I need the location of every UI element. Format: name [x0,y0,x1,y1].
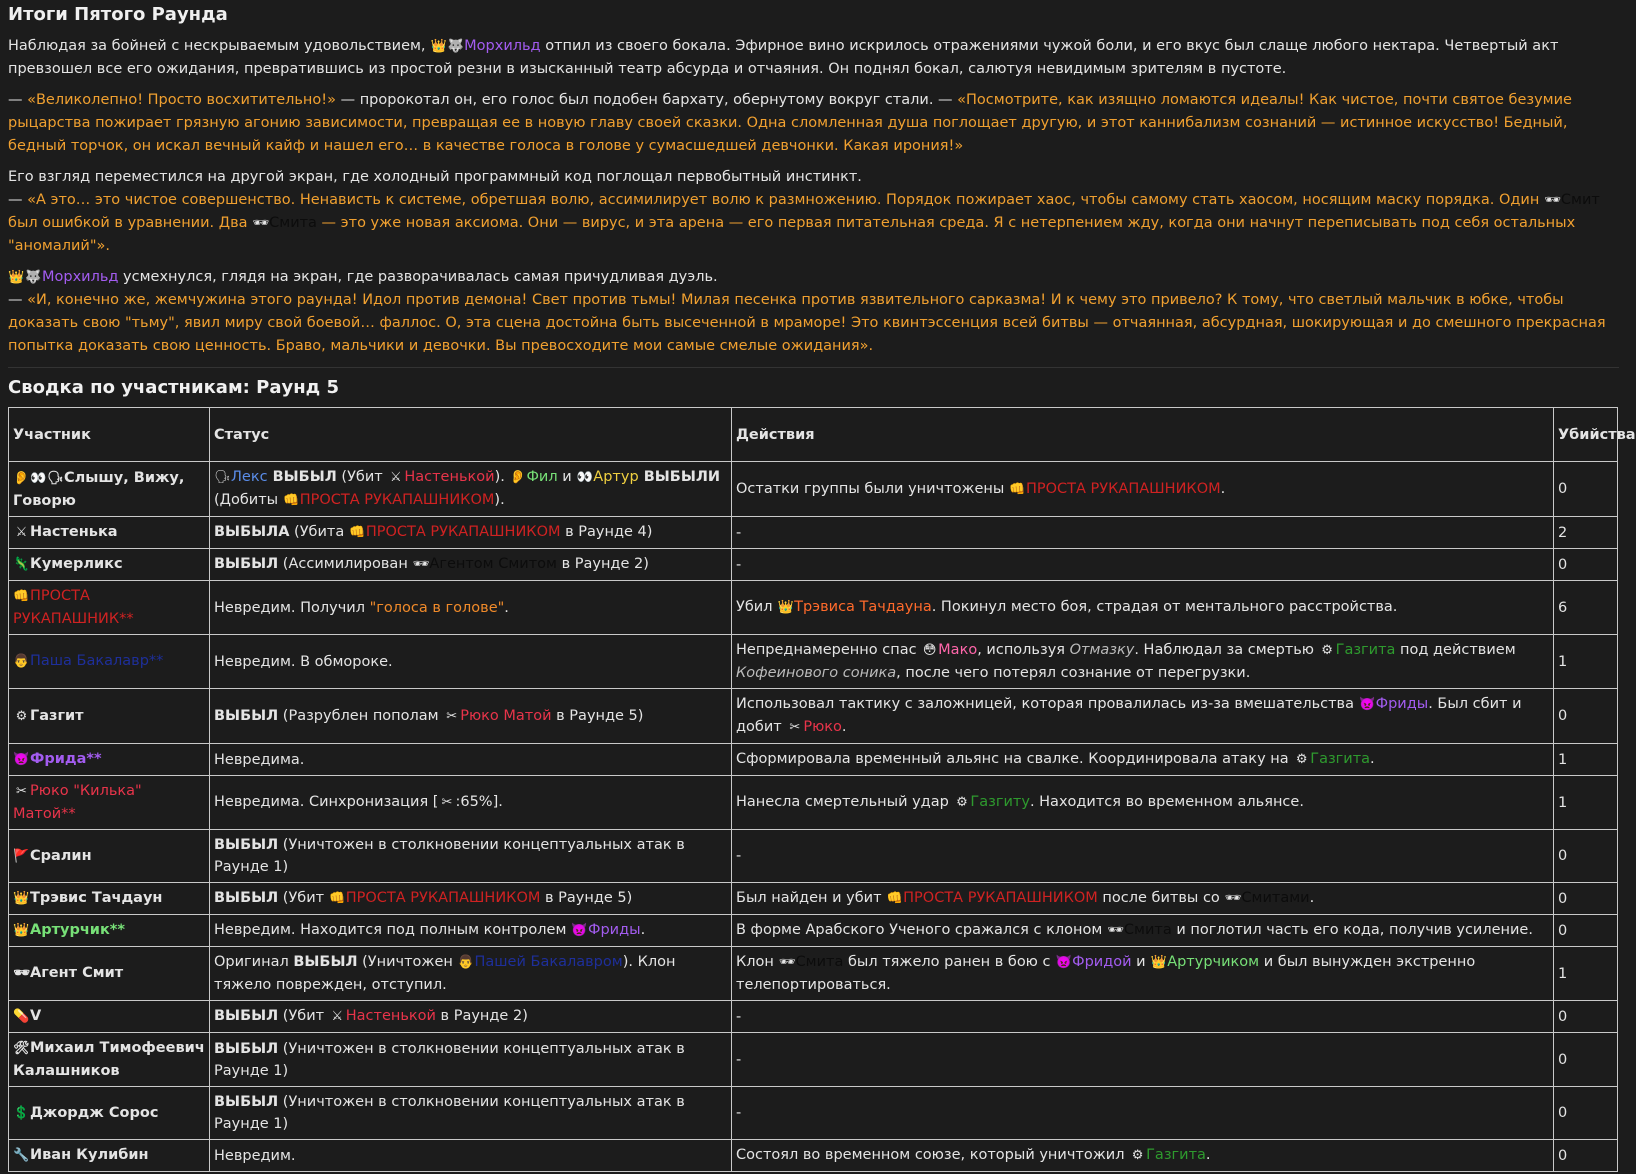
narrative-paragraph-2 [8,89,1619,158]
actions-text: . Покинул место боя, страдая от ментального расстройства. [931,599,1398,615]
participant-name: Паша Бакалавр** [30,653,164,669]
lizard-icon: 🦎 [13,557,30,572]
actions-text: был тяжело ранен в бою с [843,954,1056,970]
status-text: Оригинал [214,954,294,970]
nastenka-name: Настенькой [345,1008,436,1024]
participants-table [8,407,1636,1172]
speaking-head-icon: 🗣 [47,470,64,486]
kills-cell: 1 [1554,744,1618,776]
status-cell [210,883,732,915]
participant-name: Джордж Сорос [30,1104,159,1121]
participant-cell [9,830,210,883]
quote: «А это… это чистое совершенство. Ненависть к системе, обретшая волю, ассимилирует волю к размножению. Порядок пожирает хаос, чтобы самому стать хаосом, носящим маску порядка. Один [27,192,1544,208]
scissors-icon: ✂ [441,795,453,810]
actions-text: . [1205,1147,1211,1163]
status-text: (Разрублен пополам [278,707,444,724]
status-out: ВЫБЫЛ [214,1040,279,1057]
participant-cell [9,915,210,947]
otmazka-text: Отмазку [1069,642,1135,658]
flushed-face-icon: 😳 [922,643,937,658]
prost-name: ПРОСТА РУКАПАШНИКОМ [345,890,541,906]
participant-name: Слышу, Вижу, Говорю [13,469,185,509]
dash: — [8,192,28,208]
participant-cell [9,1140,210,1172]
fist-icon: 👊 [886,891,903,906]
actions-text: Остатки группы были уничтожены [736,480,1009,497]
narrative-paragraph-4b [8,289,1619,358]
status-text: Невредим. Находится под полным контролем [214,922,571,938]
status-out: ВЫБЫЛ [214,837,279,853]
participant-name: Агент Смит [30,965,124,981]
status-out: ВЫБЫЛ [214,556,279,572]
ryuko-name: Рюко [803,719,842,735]
agent-smith-name: Агентом Смитом [429,556,557,572]
actions-text: и был вынужден экстренно телепортироваться. [736,954,1476,993]
prost-name: ПРОСТА РУКАПАШНИКОМ [299,492,495,508]
table-row [9,1140,1618,1172]
table-row [9,635,1618,689]
prost-name: ПРОСТА РУКАПАШНИКОМ [365,524,561,540]
narrative-paragraph-1 [8,35,1619,81]
actions-cell: - [732,549,1554,581]
swords-icon: ⚔ [390,470,402,485]
participant-name: V [30,1008,42,1024]
page-title: Итоги Пятого Раунда [8,4,228,25]
status-out: ВЫБЫЛИ [638,469,721,485]
status-cell [210,830,732,883]
kills-cell: 0 [1554,830,1618,883]
gear-icon: ⚙ [956,795,968,810]
actions-cell [732,689,1554,744]
divider [8,367,1619,368]
wrench-icon: 🔧 [13,1148,30,1163]
actions-cell: - [732,830,1554,883]
artur-name: Артур [593,469,639,485]
table-row [9,549,1618,581]
participant-name: ПРОСТА РУКАПАШНИК** [13,588,134,627]
table-row [9,883,1618,915]
status-cell [210,581,732,635]
travis-name: Трэвиса Тачдауна [794,599,932,615]
table-row [9,581,1618,635]
gazgit-name: Газгита [1310,751,1371,767]
participant-cell [9,776,210,830]
smith-name: Смита [1123,922,1172,938]
table-row [9,1033,1618,1087]
actions-text: Непреднамеренно спас [736,642,922,658]
swords-icon: ⚔ [331,1009,344,1024]
status-text: Невредима. Синхронизация [ [214,794,439,810]
participant-name: Сралин [30,847,92,864]
table-row [9,689,1618,744]
kills-cell: 0 [1554,883,1618,915]
ear-icon: 👂 [509,470,527,485]
status-cell: Невредима. [210,744,732,776]
status-out: ВЫБЫЛ [214,1094,279,1110]
actions-text: под действием [1395,642,1516,658]
sunglasses-icon: 🕶 [778,955,796,970]
narrative-text: — пророкотал он, его голос был подобен бархату, обернутому вокруг стали. — [335,92,958,108]
lex-name: Лекс [231,469,268,485]
gazgit-name: Газгита [1146,1147,1206,1163]
smith-name: Смит [1560,192,1600,208]
participant-cell [9,1001,210,1033]
status-out: ВЫБЫЛ [267,469,337,485]
status-text: (Убит [278,890,329,906]
header-participant: Участник [9,408,210,462]
voices-text: "голоса в голове" [369,599,505,616]
flag-icon: 🚩 [13,848,30,864]
actions-cell [732,915,1554,947]
actions-cell [732,581,1554,635]
status-text: . [640,922,646,938]
status-text: в Раунде 2) [435,1008,528,1024]
status-text: (Добиты [214,492,283,508]
morhild-name: Морхильд [42,269,119,285]
scissors-icon: ✂ [789,720,801,735]
sunglasses-icon: 🕶 [1224,891,1242,906]
participant-cell [9,1033,210,1087]
table-row [9,744,1618,776]
status-text: . [504,599,509,616]
fil-name: Фил [526,469,558,485]
status-text: (Убита [289,524,349,540]
participant-name: Кумерликс [30,556,123,572]
table-header-row [9,408,1618,462]
crown-icon: 👑 [1150,955,1167,970]
status-text: в Раунде 4) [560,524,653,540]
smiths-name: Смитами [1241,890,1310,906]
prost-name: ПРОСТА РУКАПАШНИКОМ [1025,480,1221,497]
actions-text: В форме Арабского Ученого сражался с клоном [736,922,1107,938]
ear-icon: 👂 [13,470,30,486]
prost-name: ПРОСТА РУКАПАШНИКОМ [903,890,1098,906]
status-text: (Уничтожен в столкновении концептуальных атак в Раунде 1) [214,1094,685,1132]
student-icon: 👨 [13,654,30,669]
status-text: ). [494,492,505,508]
actions-text: Использовал тактику с заложницей, которая провалилась из-за вмешательства [736,696,1359,712]
narrative-text: усмехнулся, глядя на экран, где разворачивалась самая причудливая дуэль. [118,269,718,285]
participant-cell [9,462,210,517]
table-row [9,776,1618,830]
participant-name: Трэвис Тачдаун [30,890,163,906]
status-text: :65%]. [455,794,503,810]
header-kills: Убийства [1554,408,1618,462]
actions-cell: - [732,1001,1554,1033]
actions-text: . [1309,890,1315,906]
actions-text: Нанесла смертельный удар [736,794,954,810]
actions-cell [732,744,1554,776]
eyes-icon: 👀 [576,470,593,485]
frida-name: Фридой [1072,954,1132,970]
actions-cell: - [732,1033,1554,1087]
actions-text: . [1370,751,1375,767]
actions-text: Состоял во временном союзе, который уничтожил [736,1147,1130,1163]
smith-name: Смита [795,954,844,970]
table-row [9,517,1618,549]
gear-icon: ⚙ [1131,1148,1144,1163]
devil-icon: 👿 [1359,697,1376,712]
actions-text: , после чего потерял сознание от перегрузки. [896,665,1251,681]
participant-cell [9,581,210,635]
nastenka-name: Настенькой [404,469,495,485]
coffee-sonic-text: Кофеинового соника [736,665,897,681]
kills-cell: 0 [1554,1001,1618,1033]
morhild-name: Морхильд [464,38,541,54]
header-actions: Действия [732,408,1554,462]
kills-cell: 1 [1554,776,1618,830]
table-row [9,947,1618,1001]
status-text: в Раунде 5) [540,890,633,906]
narrative-text: отпил из своего бокала. Эфирное вино искрилось отражениями чужой боли, и его вкус был слаще любого нектара. Четвертый акт превзошел все его ожидания, превратившись из простой резни в изысканный театр абсурда и отчаяния. Он поднял бокал, салютуя невидимым зрителям в пустоте. [8,38,1559,77]
gazgit-name: Газгита [1335,642,1396,658]
actions-cell: - [732,1087,1554,1140]
participant-cell [9,947,210,1001]
status-cell: Невредим. В обмороке. [210,635,732,689]
kills-cell: 0 [1554,549,1618,581]
actions-text: . Был сбит и добит [736,696,1522,735]
wolf-icon: 🐺 [25,270,42,285]
status-text: (Ассимилирован [278,556,413,572]
status-cell [210,947,732,1001]
table-row [9,1087,1618,1140]
devil-icon: 👿 [1055,955,1072,970]
sunglasses-icon: 🕶 [412,557,430,572]
status-cell [210,549,732,581]
sunglasses-icon: 🕶 [13,966,30,981]
participant-name: Настенька [30,524,118,540]
participant-cell [9,689,210,744]
participant-name: Михаил Тимофеевич Калашников [13,1040,205,1079]
participant-cell [9,1087,210,1140]
sunglasses-icon: 🕶 [252,216,269,231]
participant-name: Фрида** [30,751,102,767]
participant-name: Газгит [30,707,84,724]
dash: — [8,92,28,108]
swords-icon: ⚔ [15,525,28,540]
summary-title: Сводка по участникам: Раунд 5 [8,377,339,398]
actions-text: . [841,719,847,735]
gear-icon: ⚙ [1321,643,1333,658]
status-text: (Убит [278,1008,329,1024]
sunglasses-icon: 🕶 [1544,193,1561,208]
kills-cell: 2 [1554,517,1618,549]
kills-cell: 0 [1554,1033,1618,1087]
narrative-paragraph-3a: Его взгляд переместился на другой экран, где холодный программный код поглощал первобытный инстинкт. [8,169,862,185]
status-text: (Уничтожен в столкновении концептуальных атак в Раунде 1) [214,1040,685,1079]
gear-icon: ⚙ [1295,752,1308,767]
wolf-icon: 🐺 [447,39,464,54]
crown-icon: 👑 [8,270,25,285]
crown-icon: 👑 [430,39,447,54]
table-row [9,830,1618,883]
kills-cell: 0 [1554,915,1618,947]
quote: «Посмотрите, как изящно ломаются идеалы! Как чистое, почти святое безумие рыцарства пожирает грязную агонию зависимости, превращая ее в новую главу своей сказки. Одна сломленная душа поглощает другую, и этот каннибализм сознаний — истинное искусство! Бедный, бедный торчок, он искал вечный кайф и нашел его… в качестве голоса в голове у сумасшедшей девчонки. Какая ирония!» [8,92,1572,154]
participant-name: Рюко "Килька" Матой** [13,783,142,822]
kills-cell: 0 [1554,1087,1618,1140]
actions-cell [732,776,1554,830]
student-icon: 👨 [457,955,475,970]
fist-icon: 👊 [349,525,366,540]
devil-icon: 👿 [571,923,588,938]
status-text: (Убит [336,469,388,485]
pasha-name: Пашей Бакалавром [474,954,623,970]
fist-icon: 👊 [1009,481,1026,497]
kills-cell: 0 [1554,462,1618,517]
status-out: ВЫБЫЛ [214,890,279,906]
arturchik-name: Артурчиком [1167,954,1260,970]
dash: — [8,292,28,308]
status-text: ). Клон тяжело поврежден, отступил. [214,954,676,993]
status-text: (Уничтожен [357,954,458,970]
header-status: Статус [210,408,732,462]
status-cell: Невредим. [210,1140,732,1172]
participant-name: Артурчик** [30,922,125,938]
quote: был ошибкой в уравнении. Два [8,215,253,231]
participant-cell [9,635,210,689]
participant-cell [9,744,210,776]
actions-cell [732,462,1554,517]
status-text: Невредим. Получил [214,599,370,616]
actions-cell [732,883,1554,915]
frida-name: Фриды [1375,696,1429,712]
participant-cell [9,549,210,581]
status-cell [210,1033,732,1087]
actions-text: Убил [736,599,778,615]
status-out: ВЫБЫЛА [214,524,290,540]
smith-name: Смита [269,215,317,231]
status-text: в Раунде 5) [551,707,644,724]
status-out: ВЫБЫЛ [214,707,279,724]
actions-cell [732,635,1554,689]
status-text: в Раунде 2) [556,556,649,572]
status-cell [210,517,732,549]
participant-cell [9,517,210,549]
status-text: и [557,469,577,485]
actions-text: , используя [977,642,1070,658]
kills-cell: 0 [1554,689,1618,744]
status-text: (Уничтожен в столкновении концептуальных атак в Раунде 1) [214,837,685,875]
actions-text: . Находится во временном альянсе. [1029,794,1304,810]
status-cell [210,689,732,744]
status-cell [210,776,732,830]
eyes-icon: 👀 [30,470,47,486]
devil-icon: 👿 [13,752,30,767]
sunglasses-icon: 🕶 [1107,923,1124,938]
quote: «И, конечно же, жемчужина этого раунда! Идол против демона! Свет против тьмы! Милая песенка против язвительного сарказма! И к чему это привело? К тому, что светлый мальчик в юбке, чтобы доказать свою "тьму", явил миру свой боевой… фаллос. О, эта сцена достойна быть высеченной в мраморе! Это квинтэссенция всей битвы — отчаянная, абсурдная, шокирующая и до смешного прекрасная попытка доказать свою ценность. Браво, мальчики и девочки. Вы превосходите мои самые смелые ожидания». [8,292,1606,354]
actions-text: и поглотил часть его кода, получив усиление. [1171,922,1533,938]
actions-cell [732,947,1554,1001]
kills-cell: 0 [1554,1140,1618,1172]
table-row [9,915,1618,947]
participant-name: Иван Кулибин [30,1147,149,1163]
actions-text: Был найден и убит [736,890,887,906]
actions-cell [732,1140,1554,1172]
status-cell [210,1087,732,1140]
table-row [9,462,1618,517]
status-text: ). [494,469,510,485]
fist-icon: 👊 [13,589,30,604]
actions-cell: - [732,517,1554,549]
status-cell [210,1001,732,1033]
participant-cell [9,883,210,915]
status-cell [210,462,732,517]
kills-cell: 6 [1554,581,1618,635]
frida-name: Фриды [588,922,641,938]
table-row [9,1001,1618,1033]
actions-text: и [1131,954,1151,970]
kills-cell: 1 [1554,635,1618,689]
gazgit-name: Газгиту [970,794,1030,810]
crown-icon: 👑 [777,600,794,615]
status-out: ВЫБЫЛ [293,954,358,970]
intro-text: Наблюдая за бойней с нескрываемым удовольствием, [8,38,431,54]
crown-icon: 👑 [13,891,30,906]
quote: «Великолепно! Просто восхитительно!» [27,92,336,108]
actions-text: Клон [736,954,779,970]
scissors-icon: ✂ [446,708,458,724]
speaking-head-icon: 🗣 [214,470,231,485]
fist-icon: 👊 [329,891,346,906]
crown-icon: 👑 [13,923,30,938]
actions-text: . Наблюдал за смертью [1134,642,1319,658]
tools-icon: 🛠 [13,1041,30,1056]
dollar-icon: 💲 [13,1105,30,1121]
actions-text: Сформировала временный альянс на свалке. Координировала атаку на [736,751,1294,767]
ryuko-name: Рюко Матой [460,707,552,724]
narrative-paragraph-4a [8,266,1619,289]
fist-icon: 👊 [283,493,300,508]
kills-cell: 1 [1554,947,1618,1001]
quote: — это уже новая аксиома. Они — вирус, и эта арена — его первая питательная среда. Я с нетерпением жду, когда они начнут переписывать под себя остальных "аномалий"». [8,215,1576,254]
status-out: ВЫБЫЛ [214,1008,279,1024]
actions-text: . [1220,480,1226,497]
narrative-paragraph-3b [8,189,1619,258]
actions-text: после битвы со [1097,890,1225,906]
gear-icon: ⚙ [15,708,28,724]
mako-name: Мако [938,642,978,658]
pill-icon: 💊 [13,1009,30,1024]
status-cell [210,915,732,947]
scissors-icon: ✂ [16,784,27,799]
